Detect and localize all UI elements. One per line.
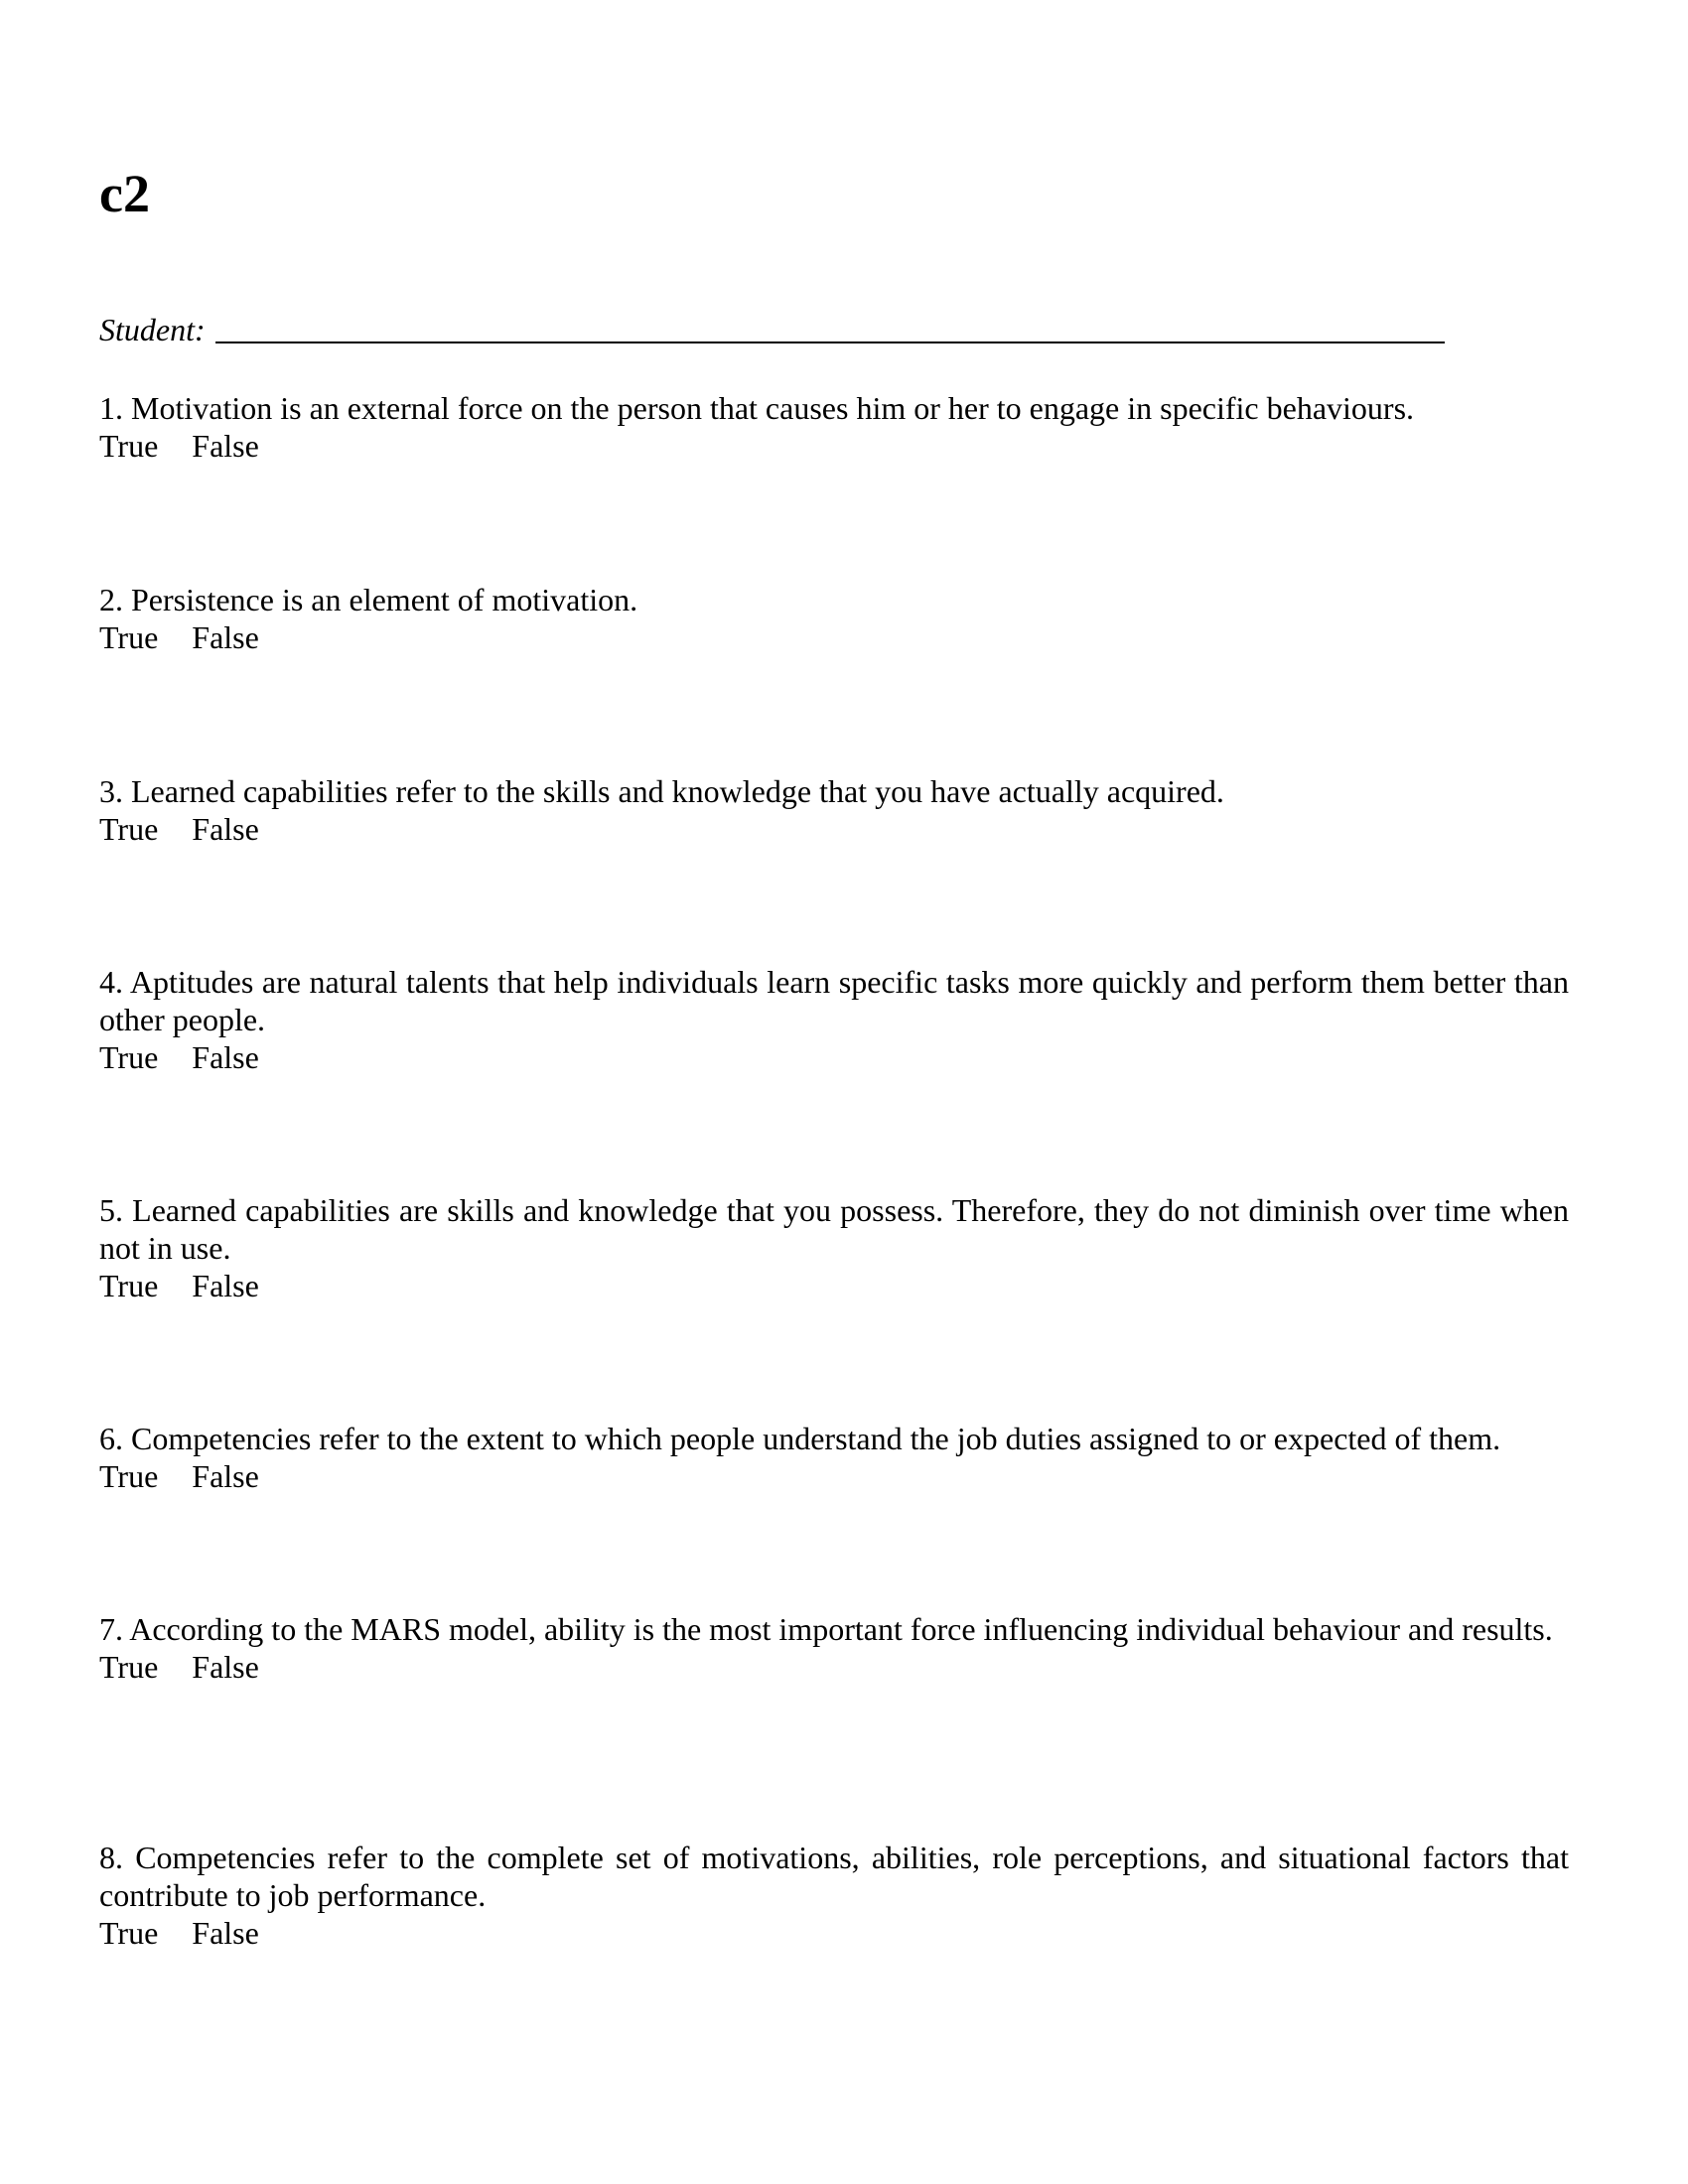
student-name-row bbox=[99, 310, 1450, 349]
question-number: 4. bbox=[99, 964, 123, 1000]
choice-true[interactable]: True bbox=[99, 1268, 159, 1303]
question-number: 6. bbox=[99, 1421, 123, 1456]
question-number: 3. bbox=[99, 773, 123, 809]
question-statement: Persistence is an element of motivation. bbox=[131, 582, 638, 617]
choice-false[interactable]: False bbox=[192, 1268, 259, 1303]
question-statement: According to the MARS model, ability is the most important force influencing individual behaviour and results. bbox=[129, 1611, 1553, 1647]
question-6 bbox=[99, 1420, 1569, 1495]
choice-true[interactable]: True bbox=[99, 428, 159, 464]
choice-true[interactable]: True bbox=[99, 1649, 159, 1685]
question-number: 1. bbox=[99, 390, 123, 426]
question-text bbox=[99, 581, 1569, 618]
answer-choices bbox=[99, 1648, 1569, 1686]
question-number: 2. bbox=[99, 582, 123, 617]
question-statement: Motivation is an external force on the person that causes him or her to engage in specific behaviours. bbox=[131, 390, 1415, 426]
question-statement: Competencies refer to the extent to which people understand the job duties assigned to or expected of them. bbox=[131, 1421, 1501, 1456]
question-text bbox=[99, 1191, 1569, 1267]
question-7 bbox=[99, 1610, 1569, 1686]
choice-true[interactable]: True bbox=[99, 1458, 159, 1494]
student-label: Student: bbox=[99, 312, 206, 347]
question-1 bbox=[99, 389, 1569, 465]
answer-choices bbox=[99, 618, 1569, 656]
answer-choices bbox=[99, 810, 1569, 848]
question-statement: Competencies refer to the complete set of motivations, abilities, role perceptions, and situational factors that contribute to job performance. bbox=[99, 1840, 1570, 1913]
question-2 bbox=[99, 581, 1569, 656]
question-text bbox=[99, 1420, 1569, 1457]
question-text bbox=[99, 1610, 1569, 1648]
question-text bbox=[99, 963, 1569, 1038]
page-title: c2 bbox=[99, 164, 150, 223]
question-statement: Learned capabilities refer to the skills and knowledge that you have actually acquired. bbox=[131, 773, 1224, 809]
answer-choices bbox=[99, 1457, 1569, 1495]
choice-true[interactable]: True bbox=[99, 1039, 159, 1075]
question-text bbox=[99, 772, 1569, 810]
choice-false[interactable]: False bbox=[192, 1649, 259, 1685]
question-statement: Aptitudes are natural talents that help individuals learn specific tasks more quickly and perform them better than other people. bbox=[99, 964, 1570, 1037]
question-number: 8. bbox=[99, 1840, 123, 1875]
answer-choices bbox=[99, 427, 1569, 465]
question-4 bbox=[99, 963, 1569, 1076]
choice-false[interactable]: False bbox=[192, 1915, 259, 1951]
choice-false[interactable]: False bbox=[192, 428, 259, 464]
choice-false[interactable]: False bbox=[192, 1458, 259, 1494]
question-text bbox=[99, 389, 1569, 427]
question-text bbox=[99, 1839, 1569, 1914]
choice-true[interactable]: True bbox=[99, 619, 159, 655]
question-statement: Learned capabilities are skills and knowledge that you possess. Therefore, they do not diminish over time when not in use. bbox=[99, 1192, 1570, 1266]
question-5 bbox=[99, 1191, 1569, 1304]
choice-true[interactable]: True bbox=[99, 811, 159, 847]
question-number: 7. bbox=[99, 1611, 123, 1647]
choice-false[interactable]: False bbox=[192, 811, 259, 847]
question-8 bbox=[99, 1839, 1569, 1952]
answer-choices bbox=[99, 1914, 1569, 1952]
question-3 bbox=[99, 772, 1569, 848]
student-name-blank[interactable] bbox=[215, 312, 1445, 343]
choice-false[interactable]: False bbox=[192, 1039, 259, 1075]
choice-true[interactable]: True bbox=[99, 1915, 159, 1951]
question-number: 5. bbox=[99, 1192, 123, 1228]
answer-choices bbox=[99, 1038, 1569, 1076]
choice-false[interactable]: False bbox=[192, 619, 259, 655]
answer-choices bbox=[99, 1267, 1569, 1304]
